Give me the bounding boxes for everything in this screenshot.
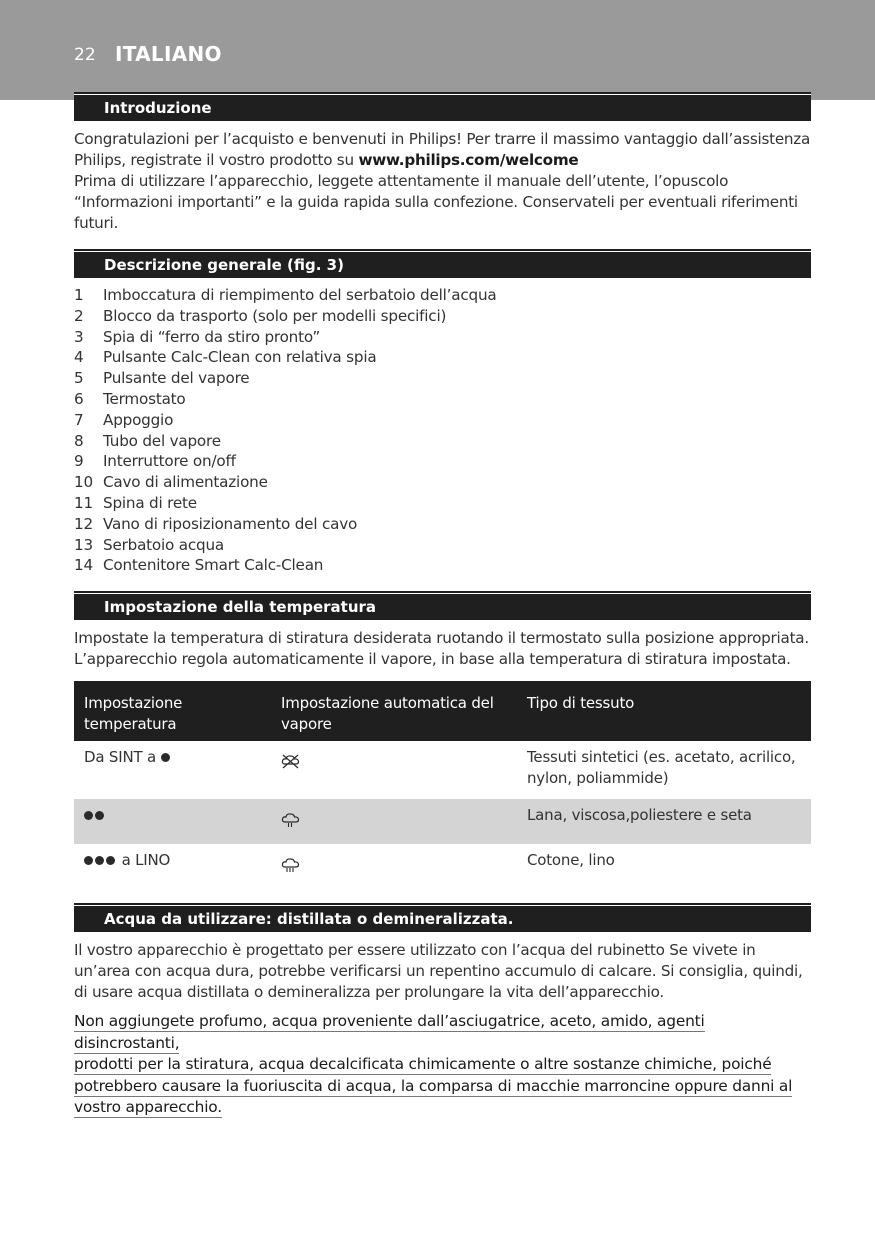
list-item <box>74 472 811 493</box>
setting-prefix: Da SINT a <box>84 748 156 767</box>
list-item-label: Spina di rete <box>103 493 197 512</box>
list-item-label: Imboccatura di riempimento del serbatoio dell’acqua <box>103 286 497 304</box>
temperature-dot-icon <box>84 856 93 865</box>
list-item <box>74 493 811 514</box>
cell-fabric-type: Cotone, lino <box>527 851 615 870</box>
list-item <box>74 306 811 327</box>
list-item <box>74 555 811 576</box>
cell-temperature-setting <box>74 844 271 889</box>
temperature-dot-icon <box>95 811 104 820</box>
list-item-number: 2 <box>74 306 84 325</box>
overview-list <box>74 285 811 576</box>
list-item-label: Vano di riposizionamento del cavo <box>103 514 358 533</box>
list-item-number: 12 <box>74 514 93 533</box>
water-paragraph: Il vostro apparecchio è progettato per essere utilizzato con l’acqua del rubinetto Se vivete in un’area con acqua dura, potrebbe verificarsi un repentino accumulo di calcare. Si consiglia, quindi, di usare acqua distillata o demineralizza per prolungare la vita dell’apparecchio. <box>74 941 803 1002</box>
welcome-link[interactable]: www.philips.com/welcome <box>358 151 579 169</box>
section-heading-intro: Introduzione <box>74 94 811 121</box>
list-item-label: Contenitore Smart Calc-Clean <box>103 556 324 575</box>
intro-paragraph <box>74 129 811 171</box>
list-item-number: 9 <box>74 452 84 471</box>
list-item-label: Cavo di alimentazione <box>103 473 268 492</box>
temperature-dot-icon <box>161 753 170 762</box>
list-item <box>74 389 811 410</box>
list-item-number: 14 <box>74 556 93 575</box>
warning-line: potrebbero causare la fuoriuscita di acqua, la comparsa di macchie marroncine oppure danni al <box>74 1076 793 1095</box>
list-item-number: 11 <box>74 493 93 512</box>
cell-steam-setting <box>271 741 517 799</box>
cell-temperature-setting <box>74 741 271 799</box>
table-row <box>74 741 811 799</box>
list-item-number: 8 <box>74 431 84 450</box>
table-row <box>74 799 811 844</box>
warning-line: Non aggiungete profumo, acqua proveniente dall’asciugatrice, aceto, amido, agenti disincrostanti, <box>74 1012 705 1052</box>
warning-paragraph <box>74 1011 811 1119</box>
temperature-paragraph: Impostate la temperatura di stiratura desiderata ruotando il termostato sulla posizione appropriata. L’apparecchio regola automaticamente il vapore, in base alla temperatura di stiratura impostata. <box>74 629 809 669</box>
table-row <box>74 844 811 889</box>
page-content <box>74 94 811 1119</box>
cell-fabric-type: Lana, viscosa,poliestere e seta <box>517 799 811 844</box>
temperature-table <box>74 681 811 889</box>
table-header-row <box>74 681 811 741</box>
list-item-label: Pulsante del vapore <box>103 369 250 388</box>
intro-paragraph-2: Prima di utilizzare l’apparecchio, leggete attentamente il manuale dell’utente, l’opuscolo “Informazioni importanti” e la guida rapida sulla confezione. Conservateli per eventuali riferimenti futuri. <box>74 172 798 232</box>
cell-fabric-type: Tessuti sintetici (es. acetato, acrilico, nylon, poliammide) <box>527 748 796 788</box>
list-item-number: 7 <box>74 410 84 429</box>
col-header-steam: Impostazione automatica del vapore <box>271 681 517 741</box>
intro-text-1: Congratulazioni per l’acquisto e benvenuti in Philips! Per trarre il massimo vantaggio dall’assistenza Philips, registrate il vostro prodotto su <box>74 130 811 169</box>
section-heading-temperature: Impostazione della temperatura <box>74 593 811 620</box>
list-item-number: 1 <box>74 286 84 304</box>
list-item <box>74 410 811 431</box>
list-item-label: Pulsante Calc-Clean con relativa spia <box>103 348 377 367</box>
cell-steam-setting <box>271 844 517 889</box>
cell-steam-setting <box>271 799 517 844</box>
warning-line: vostro apparecchio. <box>74 1098 222 1117</box>
col-header-setting: Impostazione temperatura <box>74 681 271 741</box>
list-item <box>74 285 811 306</box>
list-item-number: 10 <box>74 473 93 492</box>
warning-line: prodotti per la stiratura, acqua decalcificata chimicamente o altre sostanze chimiche, poiché <box>74 1055 772 1074</box>
cell-temperature-setting <box>74 799 271 844</box>
col-header-fabric: Tipo di tessuto <box>517 681 811 741</box>
list-item <box>74 368 811 389</box>
list-item-label: Serbatoio acqua <box>103 535 224 554</box>
medium-steam-icon <box>281 811 300 834</box>
maximum-steam-icon <box>281 856 300 879</box>
setting-suffix: a LINO <box>121 851 171 870</box>
list-item-number: 13 <box>74 535 93 554</box>
list-item <box>74 514 811 535</box>
section-heading-overview: Descrizione generale (fig. 3) <box>74 251 811 278</box>
list-item <box>74 347 811 368</box>
no-steam-icon <box>281 753 300 776</box>
temperature-dot-icon <box>95 856 104 865</box>
page-number: 22 <box>74 45 96 65</box>
list-item <box>74 451 811 472</box>
list-item-label: Blocco da trasporto (solo per modelli specifici) <box>103 306 447 325</box>
temperature-dot-icon <box>106 856 115 865</box>
language-title: ITALIANO <box>115 42 222 66</box>
list-item-number: 3 <box>74 327 84 346</box>
list-item-number: 5 <box>74 369 84 388</box>
section-heading-water: Acqua da utilizzare: distillata o demineralizzata. <box>74 905 811 932</box>
list-item-label: Spia di “ferro da stiro pronto” <box>103 327 321 346</box>
list-item-number: 4 <box>74 348 84 367</box>
list-item-label: Interruttore on/off <box>103 452 236 471</box>
list-item <box>74 535 811 556</box>
list-item <box>74 431 811 452</box>
list-item-label: Appoggio <box>103 410 174 429</box>
list-item-number: 6 <box>74 389 84 408</box>
temperature-dot-icon <box>84 811 93 820</box>
list-item <box>74 327 811 348</box>
list-item-label: Termostato <box>103 389 186 408</box>
list-item-label: Tubo del vapore <box>103 431 221 450</box>
